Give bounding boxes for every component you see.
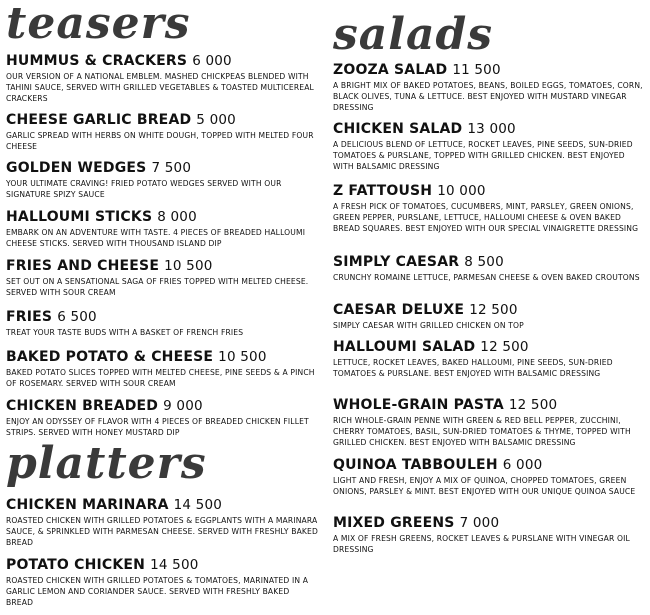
item-name: HALLOUMI STICKS xyxy=(6,209,153,225)
item-price: 10 500 xyxy=(218,349,267,365)
menu-item-chicken-marinara xyxy=(6,497,318,549)
item-price: 7 500 xyxy=(151,160,192,176)
item-description: SET OUT ON A SENSATIONAL SAGA OF FRIES TOPPED WITH MELTED CHEESE. SERVED WITH SOUR CREAM xyxy=(6,277,309,298)
teasers-heading: teasers xyxy=(6,0,191,49)
item-description: BAKED POTATO SLICES TOPPED WITH MELTED CHEESE, PINE SEEDS & A PINCH OF ROSEMARY. SERVED WITH SOUR CREAM xyxy=(6,368,315,389)
menu-item-halloumi-salad xyxy=(333,339,645,379)
item-description: CRUNCHY ROMAINE LETTUCE, PARMESAN CHEESE & OVEN BAKED CROUTONS xyxy=(333,273,640,282)
item-name: CHICKEN MARINARA xyxy=(6,497,169,513)
item-name: GOLDEN WEDGES xyxy=(6,160,147,176)
item-price: 9 000 xyxy=(163,398,203,414)
item-price: 12 500 xyxy=(469,302,518,318)
item-description: RICH WHOLE-GRAIN PENNE WITH GREEN & RED BELL PEPPER, ZUCCHINI, CHERRY TOMATOES, BASIL, SUN-DRIED TOMATOES & THYME, TOPPED WITH GRILLED CHICKEN. BEST ENJOYED WITH BALSAMIC DRESSING xyxy=(333,416,631,448)
menu-item-whole-grain-pasta xyxy=(333,397,645,449)
item-price: 8 000 xyxy=(157,209,197,225)
menu-item-potato-chicken xyxy=(6,557,318,609)
item-name: CAESAR DELUXE xyxy=(333,302,465,318)
menu-item-quinoa-tabbouleh xyxy=(333,457,645,497)
item-price: 10 500 xyxy=(164,258,213,274)
item-description: GARLIC SPREAD WITH HERBS ON WHITE DOUGH, TOPPED WITH MELTED FOUR CHEESE xyxy=(6,131,314,152)
salads-heading: salads xyxy=(333,9,494,60)
menu-item-baked-potato-cheese xyxy=(6,349,318,389)
item-name: POTATO CHICKEN xyxy=(6,557,146,573)
item-name: FRIES xyxy=(6,309,53,325)
item-name: CHICKEN SALAD xyxy=(333,121,463,137)
menu-item-simply-caesar xyxy=(333,254,645,283)
item-description: YOUR ULTIMATE CRAVING! FRIED POTATO WEDGES SERVED WITH OUR SIGNATURE SPIZY SAUCE xyxy=(6,179,282,200)
menu-item-zooza-salad xyxy=(333,62,645,114)
menu-item-halloumi-sticks xyxy=(6,209,318,249)
item-name: HALLOUMI SALAD xyxy=(333,339,476,355)
menu-item-chicken-breaded xyxy=(6,398,318,438)
item-name: FRIES AND CHEESE xyxy=(6,258,160,274)
item-price: 10 000 xyxy=(437,183,486,199)
item-description: ENJOY AN ODYSSEY OF FLAVOR WITH 4 PIECES OF BREADED CHICKEN FILLET STRIPS. SERVED WITH HONEY MUSTARD DIP xyxy=(6,417,309,438)
item-description: TREAT YOUR TASTE BUDS WITH A BASKET OF FRENCH FRIES xyxy=(6,328,244,337)
item-name: CHEESE GARLIC BREAD xyxy=(6,112,192,128)
item-price: 8 500 xyxy=(464,254,504,270)
item-price: 13 000 xyxy=(467,121,516,137)
item-price: 14 500 xyxy=(173,497,223,513)
menu-item-z-fattoush xyxy=(333,183,645,235)
item-price: 7 000 xyxy=(459,515,500,531)
menu-item-golden-wedges xyxy=(6,160,318,200)
item-description: A FRESH PICK OF TOMATOES, CUCUMBERS, MINT, PARSLEY, GREEN ONIONS, GREEN PEPPER, PURSLANE, LETTUCE, HALLOUMI CHEESE & OVEN BAKED BREAD SQUARES. BEST ENJOYED WITH OUR SPECIAL VINAIGRETTE DRESSING xyxy=(333,202,639,234)
item-price: 14 500 xyxy=(150,557,199,573)
item-name: SIMPLY CAESAR xyxy=(333,254,460,270)
item-price: 6 500 xyxy=(57,309,97,325)
item-price: 6 000 xyxy=(192,53,232,69)
item-name: WHOLE-GRAIN PASTA xyxy=(333,397,504,413)
menu-item-cheese-garlic-bread xyxy=(6,112,318,152)
item-description: OUR VERSION OF A NATIONAL EMBLEM. MASHED CHICKPEAS BLENDED WITH TAHINI SAUCE, SERVED WITH GRILLED VEGETABLES & TOASTED MULTICEREAL CRACKERS xyxy=(6,72,314,104)
item-price: 5 000 xyxy=(196,112,236,128)
item-name: QUINOA TABBOULEH xyxy=(333,457,498,473)
menu-item-fries-and-cheese xyxy=(6,258,318,298)
menu-item-mixed-greens xyxy=(333,515,645,555)
item-description: EMBARK ON AN ADVENTURE WITH TASTE. 4 PIECES OF BREADED HALLOUMI CHEESE STICKS. SERVED WITH THOUSAND ISLAND DIP xyxy=(6,228,306,249)
item-description: A BRIGHT MIX OF BAKED POTATOES, BEANS, BOILED EGGS, TOMATOES, CORN, BLACK OLIVES, TUNA & LETTUCE. BEST ENJOYED WITH MUSTARD VINEGAR DRESSING xyxy=(333,81,643,113)
item-description: SIMPLY CAESAR WITH GRILLED CHICKEN ON TOP xyxy=(333,321,524,330)
item-description: ROASTED CHICKEN WITH GRILLED POTATOES & EGGPLANTS WITH A MARINARA SAUCE, & SPRINKLED WITH PARMESAN CHEESE. SERVED WITH FRESHLY BAKED BREAD xyxy=(6,516,318,548)
item-price: 11 500 xyxy=(452,62,501,78)
menu-item-fries xyxy=(6,309,318,338)
menu-item-chicken-salad xyxy=(333,121,645,173)
platters-heading: platters xyxy=(6,438,207,489)
item-description: A MIX OF FRESH GREENS, ROCKET LEAVES & PURSLANE WITH VINEGAR OIL DRESSING xyxy=(333,534,630,555)
item-name: HUMMUS & CRACKERS xyxy=(6,53,188,69)
menu-item-caesar-deluxe xyxy=(333,302,645,331)
item-description: LETTUCE, ROCKET LEAVES, BAKED HALLOUMI, PINE SEEDS, SUN-DRIED TOMATOES & PURSLANE. BEST ENJOYED WITH BALSAMIC DRESSING xyxy=(333,358,613,379)
item-name: MIXED GREENS xyxy=(333,515,455,531)
item-name: Z FATTOUSH xyxy=(333,183,433,199)
item-description: A DELICIOUS BLEND OF LETTUCE, ROCKET LEAVES, PINE SEEDS, SUN-DRIED TOMATOES & PURSLANE, TOPPED WITH GRILLED CHICKEN. BEST ENJOYED WITH BALSAMIC DRESSING xyxy=(333,140,633,172)
menu-item-hummus-crackers xyxy=(6,53,318,105)
item-name: BAKED POTATO & CHEESE xyxy=(6,349,214,365)
item-description: LIGHT AND FRESH, ENJOY A MIX OF QUINOA, CHOPPED TOMATOES, GREEN ONIONS, PARSLEY & MINT. BEST ENJOYED WITH OUR UNIQUE QUINOA SAUCE xyxy=(333,476,636,497)
item-price: 12 500 xyxy=(480,339,529,355)
item-price: 6 000 xyxy=(502,457,543,473)
item-description: ROASTED CHICKEN WITH GRILLED POTATOES & TOMATOES, MARINATED IN A GARLIC LEMON AND CORIANDER SAUCE. SERVED WITH FRESHLY BAKED BREAD xyxy=(6,576,309,608)
item-name: CHICKEN BREADED xyxy=(6,398,159,414)
item-price: 12 500 xyxy=(508,397,558,413)
item-name: ZOOZA SALAD xyxy=(333,62,448,78)
